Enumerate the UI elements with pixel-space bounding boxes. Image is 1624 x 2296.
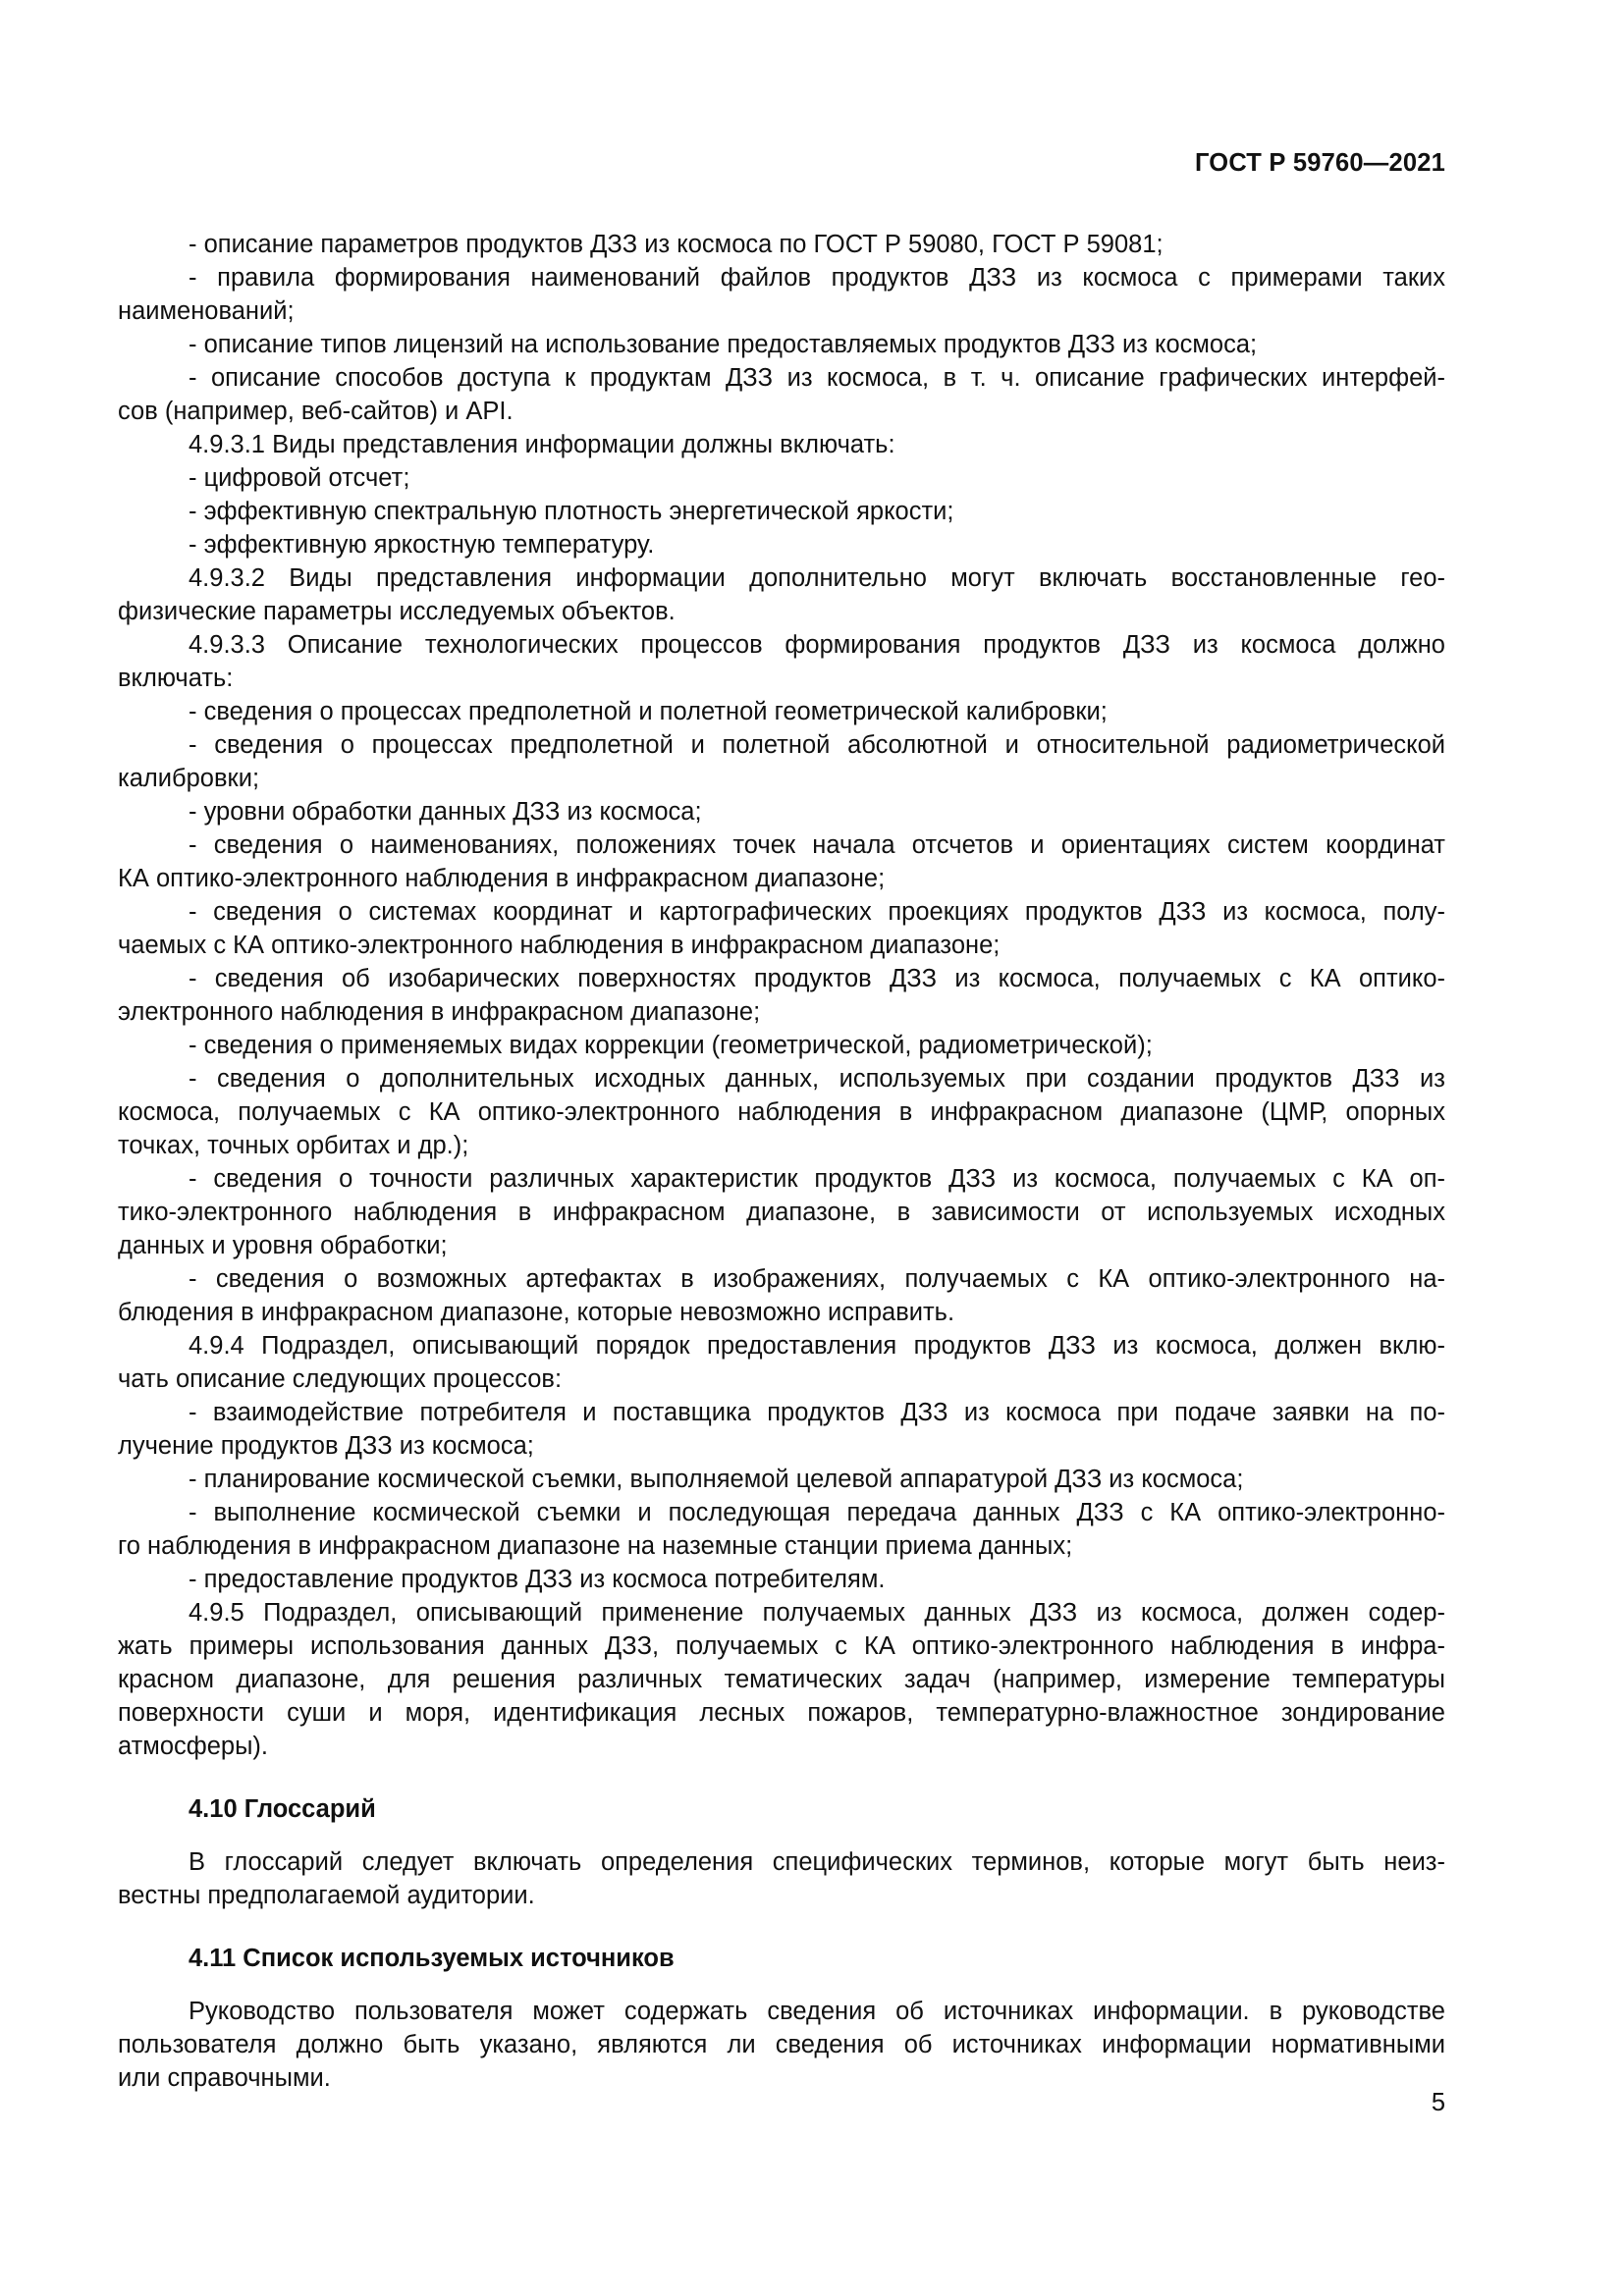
text-line: - сведения о дополнительных исходных данных, используемых при создании продуктов ДЗЗ из: [189, 1065, 1445, 1093]
text-line: - сведения об изобарических поверхностях продуктов ДЗЗ из космоса, получаемых с КА оптико-: [189, 965, 1445, 992]
text-line: - выполнение космической съемки и последующая передача данных ДЗЗ с КА оптико-электронно-: [189, 1499, 1445, 1526]
text-line: - сведения о точности различных характеристик продуктов ДЗЗ из космоса, получаемых с КА оп-: [189, 1165, 1445, 1193]
text-line: вестны предполагаемой аудитории.: [118, 1882, 535, 1909]
text-line: - сведения о возможных артефактах в изображениях, получаемых с КА оптико-электронного на-: [189, 1265, 1445, 1293]
text-line: Руководство пользователя может содержать сведения об источниках информации. в руководстве: [189, 1998, 1445, 2025]
text-line: - планирование космической съемки, выполняемой целевой аппаратурой ДЗЗ из космоса;: [189, 1466, 1244, 1493]
text-line: 4.9.5 Подраздел, описывающий применение получаемых данных ДЗЗ из космоса, должен содер-: [189, 1599, 1445, 1627]
text-line: калибровки;: [118, 765, 260, 792]
text-line: - цифровой отсчет;: [189, 464, 410, 492]
document-code-header: ГОСТ Р 59760—2021: [1194, 149, 1445, 177]
text-line: или справочными.: [118, 2064, 331, 2092]
text-line: физические параметры исследуемых объектов.: [118, 598, 676, 625]
text-line: 4.9.3.2 Виды представления информации дополнительно могут включать восстановленные гео-: [189, 564, 1445, 592]
text-line: блюдения в инфракрасном диапазоне, которые невозможно исправить.: [118, 1299, 955, 1326]
text-line: 4.9.3.3 Описание технологических процессов формирования продуктов ДЗЗ из космоса должно: [189, 631, 1445, 659]
text-line: - сведения о применяемых видах коррекции (геометрической, радиометрической);: [189, 1032, 1153, 1059]
text-line: В глоссарий следует включать определения специфических терминов, которые могут быть неиз-: [189, 1848, 1445, 1876]
text-line: - сведения о процессах предполетной и полетной геометрической калибровки;: [189, 698, 1108, 725]
text-line: 4.9.4 Подраздел, описывающий порядок предоставления продуктов ДЗЗ из космоса, должен вклю-: [189, 1332, 1445, 1360]
text-line: - сведения о системах координат и картографических проекциях продуктов ДЗЗ из космоса, полу-: [189, 898, 1445, 926]
text-line: пользователя должно быть указано, являются ли сведения об источниках информации нормативными: [118, 2031, 1445, 2058]
text-line: - описание способов доступа к продуктам ДЗЗ из космоса, в т. ч. описание графических интерфей-: [189, 364, 1445, 392]
text-line: космоса, получаемых с КА оптико-электронного наблюдения в инфракрасном диапазоне (ЦМР, опорных: [118, 1098, 1445, 1126]
text-line: - взаимодействие потребителя и поставщика продуктов ДЗЗ из космоса при подаче заявки на по-: [189, 1399, 1445, 1426]
text-line: включать:: [118, 665, 234, 692]
section-heading-sources: 4.11 Список используемых источников: [189, 1945, 675, 1972]
page-number: 5: [1431, 2089, 1445, 2116]
text-line: - уровни обработки данных ДЗЗ из космоса;: [189, 798, 702, 826]
spacer: [118, 1826, 1445, 1845]
text-line: чать описание следующих процессов:: [118, 1365, 563, 1393]
text-line: жать примеры использования данных ДЗЗ, получаемых с КА оптико-электронного наблюдения в инфра-: [118, 1632, 1445, 1660]
text-line: - сведения о наименованиях, положениях точек начала отсчетов и ориентациях систем координат: [189, 831, 1445, 859]
text-line: - предоставление продуктов ДЗЗ из космоса потребителям.: [189, 1566, 886, 1593]
text-line: наименований;: [118, 297, 295, 325]
text-line: красном диапазоне, для решения различных тематических задач (например, измерение температуры: [118, 1666, 1445, 1693]
section-heading-glossary: 4.10 Глоссарий: [189, 1795, 376, 1823]
text-line: - эффективную яркостную температуру.: [189, 531, 655, 559]
text-line: атмосферы).: [118, 1733, 269, 1760]
text-line: КА оптико-электронного наблюдения в инфракрасном диапазоне;: [118, 865, 886, 892]
spacer: [118, 1763, 1445, 1792]
text-line: 4.9.3.1 Виды представления информации должны включать:: [189, 431, 895, 458]
text-line: го наблюдения в инфракрасном диапазоне на наземные станции приема данных;: [118, 1532, 1073, 1560]
spacer: [118, 1975, 1445, 1995]
spacer: [118, 1912, 1445, 1942]
text-line: тико-электронного наблюдения в инфракрасном диапазоне, в зависимости от используемых исходных: [118, 1199, 1445, 1226]
text-line: - описание параметров продуктов ДЗЗ из космоса по ГОСТ Р 59080, ГОСТ Р 59081;: [189, 231, 1164, 258]
text-line: точках, точных орбитах и др.);: [118, 1132, 469, 1159]
text-line: электронного наблюдения в инфракрасном диапазоне;: [118, 998, 761, 1026]
text-line: - сведения о процессах предполетной и полетной абсолютной и относительной радиометрической: [189, 731, 1445, 759]
text-line: - эффективную спектральную плотность энергетической яркости;: [189, 498, 954, 525]
text-line: чаемых с КА оптико-электронного наблюдения в инфракрасном диапазоне;: [118, 932, 1001, 959]
text-line: данных и уровня обработки;: [118, 1232, 448, 1259]
text-line: - описание типов лицензий на использование предоставляемых продуктов ДЗЗ из космоса;: [189, 331, 1258, 358]
text-line: лучение продуктов ДЗЗ из космоса;: [118, 1432, 534, 1460]
text-line: - правила формирования наименований файлов продуктов ДЗЗ из космоса с примерами таких: [189, 264, 1445, 292]
document-body: [118, 228, 1445, 2095]
text-line: сов (например, веб-сайтов) и API.: [118, 398, 514, 425]
text-line: поверхности суши и моря, идентификация лесных пожаров, температурно-влажностное зондирование: [118, 1699, 1445, 1727]
